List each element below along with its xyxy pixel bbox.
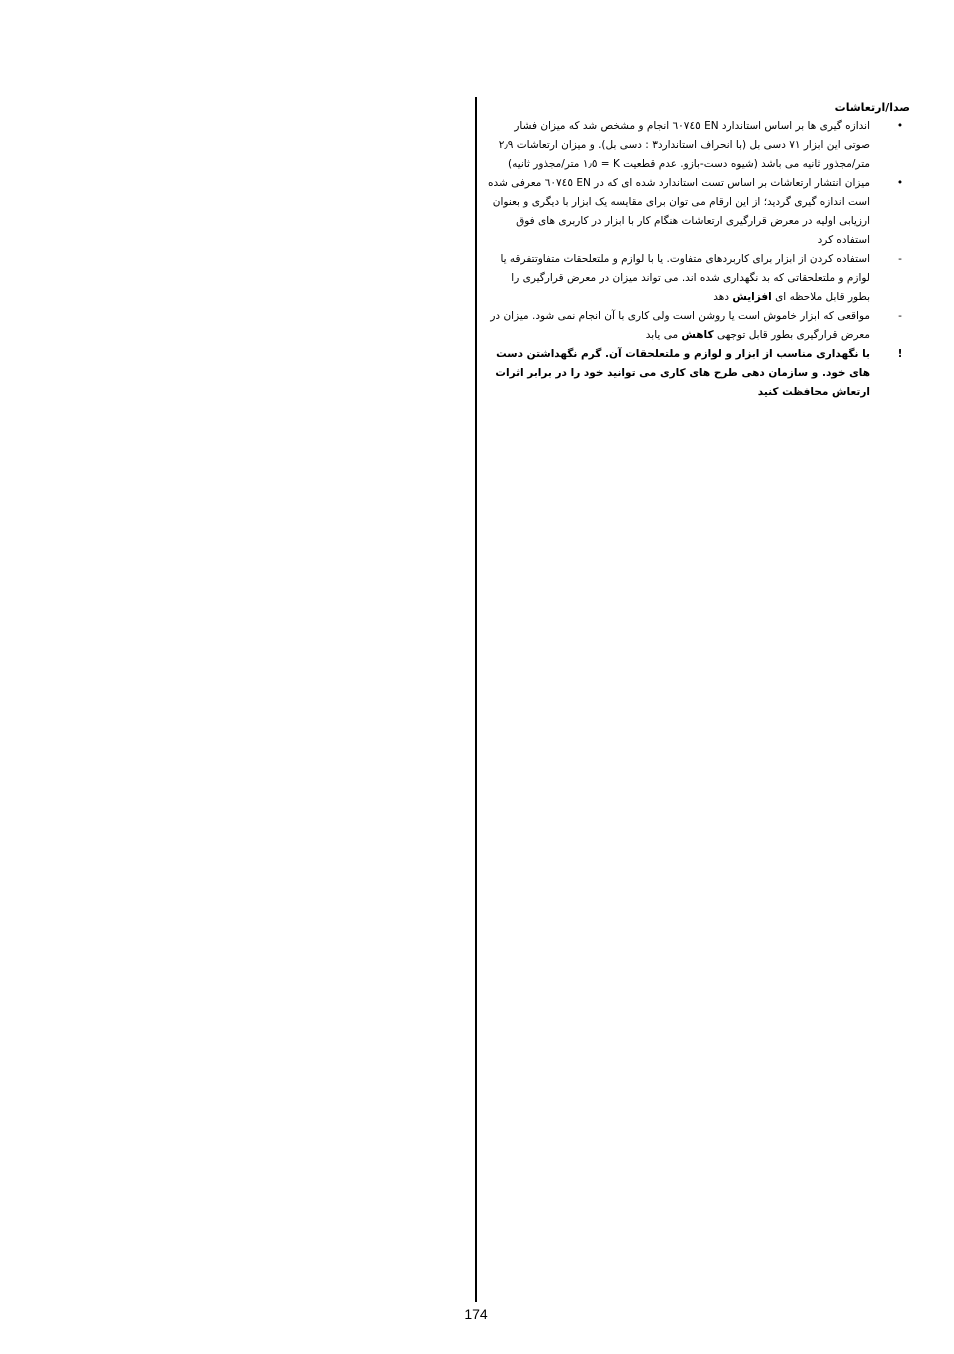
list-item <box>486 307 910 345</box>
bullet-marker: • <box>896 120 904 132</box>
dash-text-after: می یابد <box>645 329 679 341</box>
dash-marker: - <box>898 310 902 322</box>
list-item <box>486 250 910 307</box>
dash-text-before: استفاده کردن از ابزار برای کاربردهای متفاوت. یا با لوازم و ملتعلحقات متفاوتتفرقه یا لوازم و ملتعلحقاتی که بد نگهداری شده اند. می تواند میزان در معرض قرارگیری را بطور قابل ملاحظه ای <box>500 253 870 303</box>
section-title: صدا/ارتعاشات <box>834 101 910 114</box>
dash-text-after: دهد <box>713 291 730 303</box>
bullet-text: اندازه گیری ها بر اساس استاندارد EN ٦٠٧٤٥ انجام و مشخص شد که میزان فشار صوتی این ابزار ٧١ دسی بل (با انحراف استاندارد٣ : دسی بل). و میزان ارتعاشات ٢٫٩ متر/مجذور ثانیه می باشد (شیوه دست-بازو. عدم قطعیت K = ١٫٥ متر/مجذور ثانیه) <box>498 120 870 170</box>
dash-marker: - <box>898 253 902 265</box>
warning-text: با نگهداری مناسب از ابزار و لوازم و ملتعلحقات آن. گرم نگهداشتن دست های خود. و سازمان دهی طرح های کاری می توانید خود را در برابر اثرات ارتعاش محافظت کنید <box>495 348 870 398</box>
warning-marker: ! <box>897 348 903 360</box>
column-divider <box>475 97 477 1302</box>
dash-text-before: مواقعی که ابزار خاموش است یا روشن است ولی کاری با آن انجام نمی شود. میزان در معرض قرارگیری بطور قابل توجهی <box>490 310 870 341</box>
warning-note <box>486 345 910 402</box>
dash-emphasis: افزایش <box>732 291 772 303</box>
list-item <box>486 174 910 250</box>
page-number: 174 <box>464 1306 488 1322</box>
dash-emphasis: کاهش <box>681 329 714 341</box>
bullet-marker: • <box>896 177 904 189</box>
vibration-section <box>486 98 910 402</box>
list-item <box>486 117 910 174</box>
bullet-text: میزان انتشار ارتعاشات بر اساس تست استاندارد شده ای که در EN ٦٠٧٤٥ معرفی شده است اندازه گیری گردید؛ از این ارقام می توان برای مقایسه یک ابزار با دیگری و بعنوان ارزیابی اولیه در معرض قرارگیری ارتعاشات هنگام کار با ابزار در کاربری های فوق استفاده کرد <box>488 177 870 246</box>
